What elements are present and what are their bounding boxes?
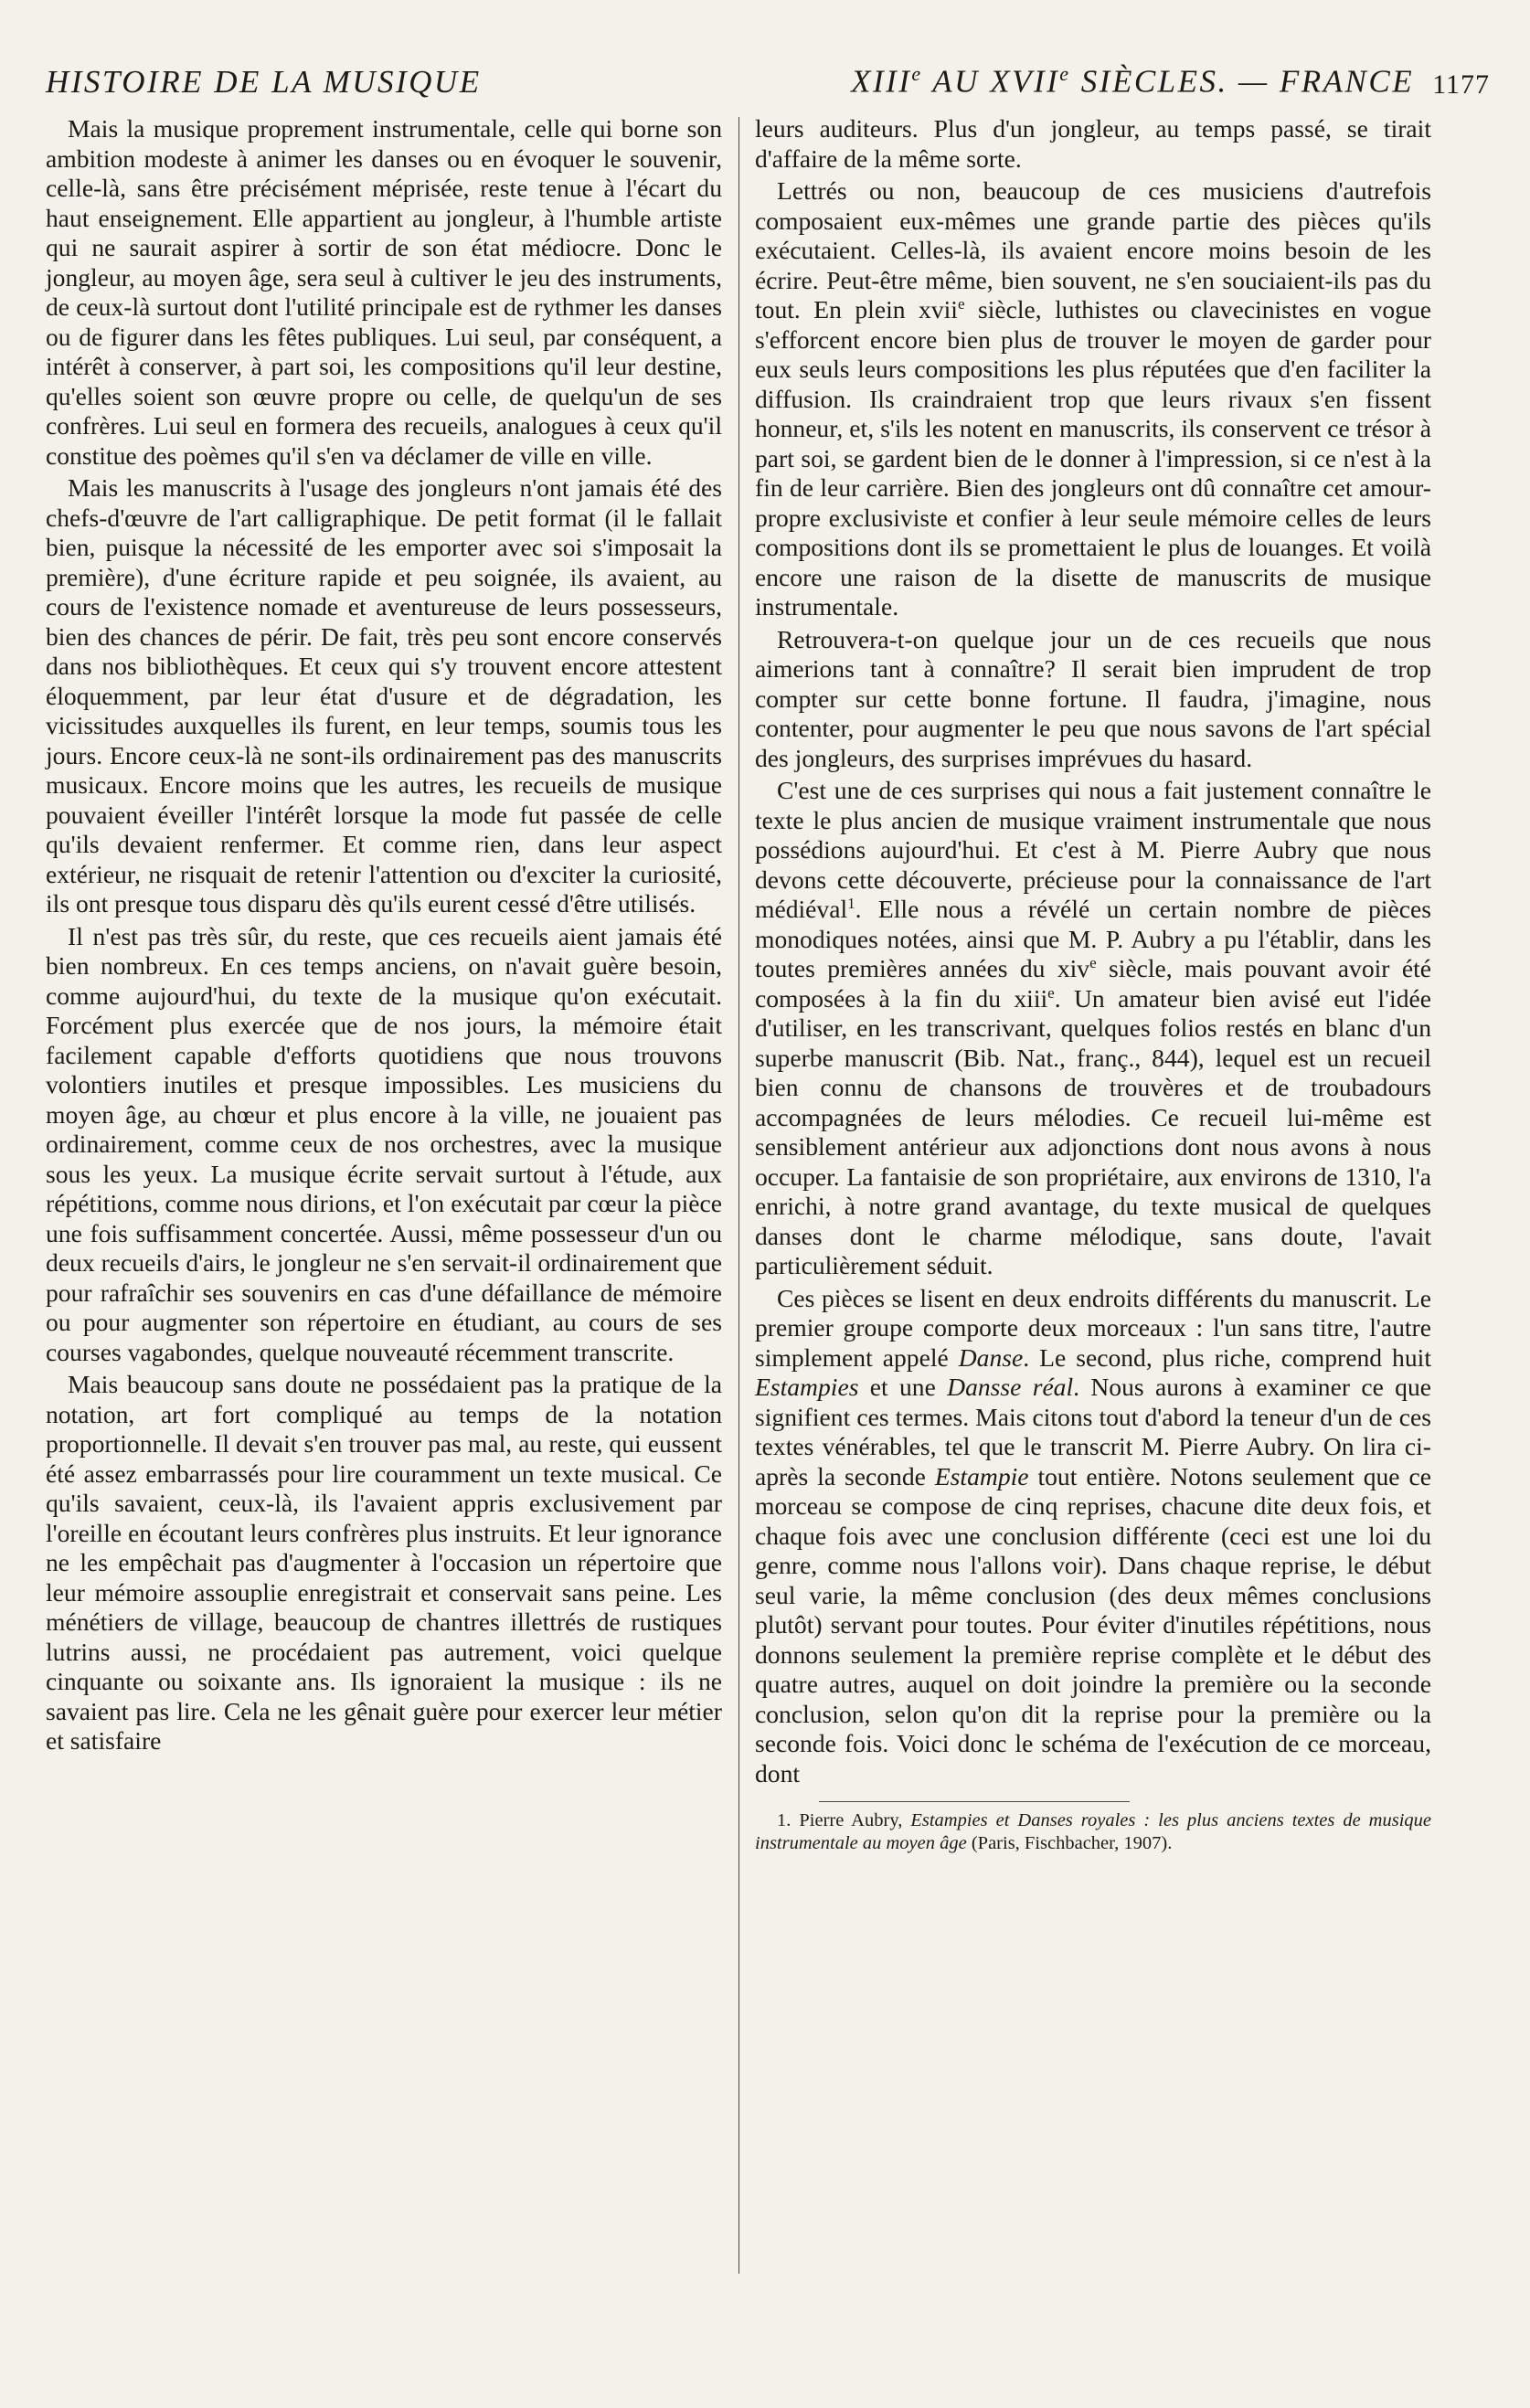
paragraph: Lettrés ou non, beaucoup de ces musiciens d'autrefois composaient eux-mêmes une grande partie des pièces qu'ils exécutaient. Celles-là, ils avaient encore moins besoin de les écrire. Peut-être même, bien souvent, ne s'en souciaient-ils pas du tout. En plein xvii$^e$ siècle, luthistes ou clavecinistes en vogue s'efforcent encore bien plus de trouver le moyen de garder pour eux seuls leurs compositions les plus réputées que d'en faciliter la diffusion. Ils craindraient trop que leurs rivaux s'en fissent honneur, et, s'ils les notent en manuscrits, ils conservent ce trésor à part soi, se gardent bien de le donner à l'impression, si ce n'est à la fin de leur carrière. Bien des jongleurs ont dû connaître cet amour-propre exclusiviste et confier à leur seule mémoire celles de leurs compositions dont ils se promettaient le plus de louanges. Et voilà encore une raison de la disette de manuscrits de musique instrumentale. <box>755 176 1431 621</box>
book-page <box>46 55 1490 2394</box>
left-column <box>46 114 722 1756</box>
paragraph: Mais les manuscrits à l'usage des jongleurs n'ont jamais été des chefs-d'œuvre de l'art calligraphique. De petit format (il le fallait bien, puisque la nécessité de les emporter avec soi s'imposait la première), d'une écriture rapide et peu soignée, ils avaient, au cours de l'existence nomade et aventureuse de leurs possesseurs, bien des chances de périr. De fait, très peu sont encore conservés dans nos bibliothèques. Et ceux qui s'y trouvent encore attestent éloquemment, par leur état d'usure et de dégradation, les vicissitudes auxquelles ils furent, en leur temps, soumis tous les jours. Encore ceux-là ne sont-ils ordinairement pas des manuscrits musicaux. Encore moins que les autres, les recueils de musique pouvaient éveiller l'intérêt lorsque la mode fut passée de celle qu'ils devaient renfermer. Et comme rien, dans leur aspect extérieur, ne risquait de retenir l'attention ou d'exciter la curiosité, ils ont presque tous disparu dès qu'ils eurent cessé d'être utilisés. <box>46 473 722 918</box>
paragraph: C'est une de ces surprises qui nous a fait justement connaître le texte le plus ancien de musique vraiment instrumentale que nous possédions aujourd'hui. Et c'est à M. Pierre Aubry que nous devons cette découverte, précieuse pour la connaissance de l'art médiéval$^1$. Elle nous a révélé un certain nombre de pièces monodiques notées, ainsi que M. P. Aubry a pu l'établir, dans les toutes premières années du xiv$^e$ siècle, mais pouvant avoir été composées à la fin du xiii$^e$. Un amateur bien avisé eut l'idée d'utiliser, en les transcrivant, quelques folios restés en blanc d'un superbe manuscrit (Bib. Nat., franç., 844), lequel est un recueil bien connu de chansons de trouvères et de troubadours accompagnées de leurs mélodies. Ce recueil lui-même est sensiblement antérieur aux adjonctions dont nous avons à nous occuper. La fantaisie de son propriétaire, aux environs de 1310, l'a enrichi, à notre grand avantage, du texte musical de quelques danses dont le charme mélodique, sans doute, l'avait particulièrement séduit. <box>755 776 1432 1279</box>
page-number: 1177 <box>1432 69 1490 100</box>
footnote-divider <box>819 1801 1130 1802</box>
footnote-marker[interactable]: 1 <box>847 894 855 912</box>
paragraph: Mais beaucoup sans doute ne possédaient pas la pratique de la notation, art fort compliqué au temps de la notation proportionnelle. Il devait s'en trouver pas mal, au reste, qui eussent été assez embarrassés pour lire couramment un texte musical. Ce qu'ils savaient, ceux-là, ils l'avaient appris exclusivement par l'oreille en écoutant leurs confrères plus instruits. Et leur ignorance ne les empêchait pas d'augmenter à l'occasion un répertoire que leur mémoire assouplie enregistrait et conservait sans peine. Les ménétiers de village, beaucoup de chantres illettrés de rustiques lutrins aussi, ne procédaient pas autrement, voici quelque cinquante ou soixante ans. Ils ignoraient la musique : ils ne savaient pas lire. Cela ne les gênait guère pour exercer leur métier et satisfaire <box>46 1370 722 1755</box>
paragraph: Mais la musique proprement instrumentale, celle qui borne son ambition modeste à animer les danses ou en évoquer le souvenir, celle-là, sans être précisément méprisée, reste tenue à l'écart du haut enseignement. Elle appartient au jongleur, à l'humble artiste qui ne saurait aspirer à sortir de son état médiocre. Donc le jongleur, au moyen âge, sera seul à cultiver le jeu des instruments, de ceux-là surtout dont l'utilité principale est de rythmer les danses ou de figurer dans les fêtes publiques. Lui seul, par conséquent, a intérêt à conserver, à part soi, les compositions qu'il leur destine, qu'elles soient son œuvre propre ou celle, de quelqu'un de ses confrères. Lui seul en formera des recueils, analogues à ceux qu'il constitue des poèmes qu'il s'en va déclamer de ville en ville. <box>46 114 722 470</box>
right-column <box>755 114 1431 1855</box>
running-header-right: XIIIe AU XVIIe SIÈCLES. — FRANCE <box>851 62 1415 100</box>
paragraph: Ces pièces se lisent en deux endroits différents du manuscrit. Le premier groupe comporte deux morceaux : l'un sans titre, l'autre simplement appelé Danse. Le second, plus riche, comprend huit Estampies et une Dansse réal. Nous aurons à examiner ce que signifient ces termes. Mais citons tout d'abord la teneur d'un de ces textes vénérables, tel que le transcrit M. Pierre Aubry. On lira ci-après la seconde Estampie tout entière. Notons seulement que ce morceau se compose de cinq reprises, chacune dite deux fois, et chaque fois avec une conclusion différente (ceci est une loi du genre, comme nous l'allons voir). Dans chaque reprise, le début seul varie, la même conclusion (des deux mêmes conclusions plutôt) servant pour toutes. Pour éviter d'inutiles répétitions, nous donnons seulement la première reprise complète et le début des quatre autres, auquel on doit joindre la première ou la seconde conclusion, selon qu'on dit la reprise pour la première ou la seconde fois. Voici donc le schéma de l'exécution de ce morceau, dont <box>755 1283 1432 1787</box>
paragraph-continuation: leurs auditeurs. Plus d'un jongleur, au temps passé, se tirait d'affaire de la même sorte. <box>755 114 1431 173</box>
paragraph: Retrouvera-t-on quelque jour un de ces recueils que nous aimerions tant à connaître? Il serait bien imprudent de trop compter sur cette bonne fortune. Il faudra, j'imagine, nous contenter, pour augmenter le peu que nous savons de l'art spécial des jongleurs, des surprises imprévues du hasard. <box>755 624 1431 772</box>
footnote: 1. Pierre Aubry, Estampies et Danses royales : les plus anciens textes de musique instrumentale au moyen âge (Paris, Fischbacher, 1907). <box>755 1810 1432 1853</box>
paragraph: Il n'est pas très sûr, du reste, que ces recueils aient jamais été bien nombreux. En ces temps anciens, on n'avait guère besoin, comme aujourd'hui, du texte de la musique qu'on exécutait. Forcément plus exercée que de nos jours, la mémoire était facilement capable d'efforts quotidiens que nous trouvons volontiers inutiles et presque impossibles. Les musiciens du moyen âge, au chœur et plus encore à la ville, ne jouaient pas ordinairement, comme ceux de nos orchestres, avec la musique sous les yeux. La musique écrite servait surtout à l'étude, aux répétitions, comme nous dirions, et l'on exécutait par cœur la pièce une fois suffisamment concertée. Aussi, même possesseur d'un ou deux recueils d'airs, le jongleur ne s'en servait-il ordinairement que pour rafraîchir ses souvenirs en cas d'une défaillance de mémoire ou pour augmenter son répertoire en étudiant, au cours de ses courses vagabondes, quelque nouveauté récemment transcrite. <box>46 921 722 1366</box>
column-divider <box>738 117 739 2274</box>
running-header <box>46 55 1490 101</box>
running-header-left: HISTOIRE DE LA MUSIQUE <box>46 64 482 100</box>
